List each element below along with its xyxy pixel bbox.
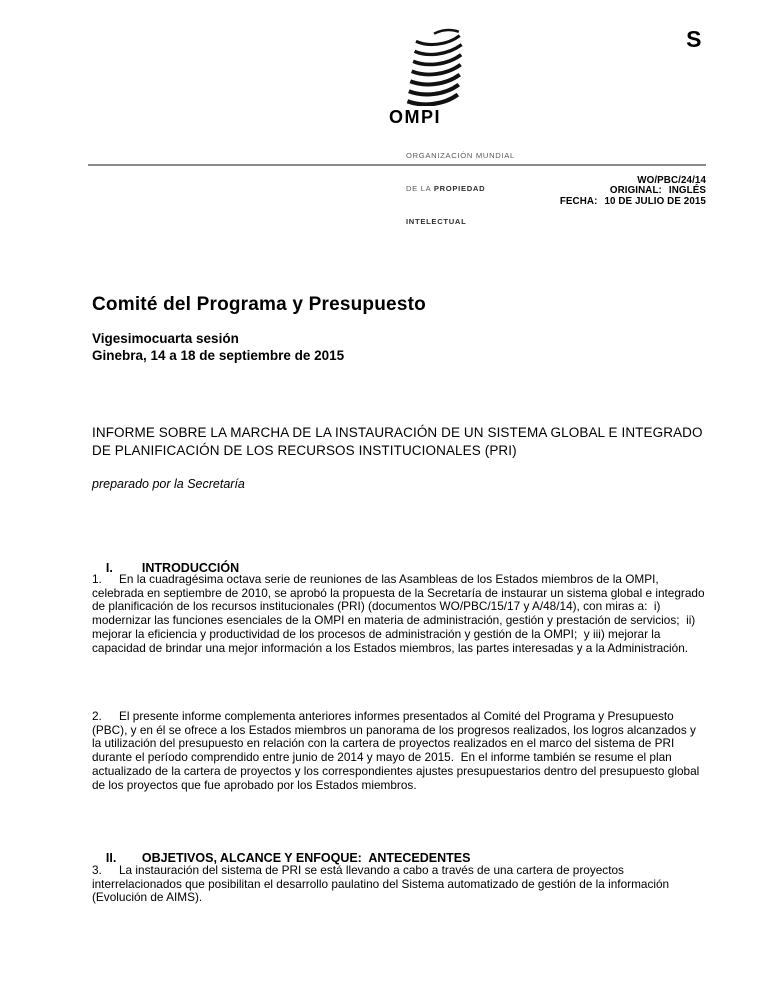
- header-divider: [88, 164, 706, 166]
- ompi-spiral-logo-icon: [405, 28, 465, 106]
- document-reference-block: [560, 176, 706, 207]
- logo-acronym: OMPI: [389, 107, 442, 127]
- session-info: [92, 331, 344, 364]
- paragraph-text: El presente informe complementa anteriores informes presentados al Comité del Programa y Presupuesto (PBC), y en él se ofrece a los Estados miembros un panorama de los progresos realizados, los logros alcanzados y la utilización del presupuesto en relación con la cartera de proyectos realizados en el marco del sistema de PRI durante el período comprendido entre junio de 2014 y mayo de 2015. En el informe también se resume el plan actualizado de la cartera de proyectos y los correspondientes ajustes presupuestarios dentro del presupuesto global de los proyectos que fue aprobado por los Estados miembros.: [92, 709, 703, 792]
- paragraph-number: 1.: [92, 572, 102, 586]
- paragraph-1: [92, 573, 708, 655]
- paragraph-3: [92, 864, 708, 905]
- logo-org-name: [406, 128, 559, 249]
- original-value: INGLÉS: [668, 185, 706, 197]
- original-label: ORIGINAL:: [609, 185, 662, 197]
- logo-org-line1: ORGANIZACIÓN MUNDIAL: [406, 151, 515, 160]
- document-number: WO/PBC/24/14: [637, 175, 706, 186]
- session-number: Vigesimocuarta sesión: [92, 331, 239, 346]
- paragraph-number: 3.: [92, 863, 102, 877]
- date-line: [560, 197, 706, 207]
- language-code-letter: S: [686, 26, 702, 52]
- date-value: 10 DE JULIO DE 2015: [604, 195, 706, 207]
- logo-org-line3: INTELECTUAL: [406, 217, 467, 226]
- ompi-logo: [389, 28, 559, 249]
- prepared-by-note: preparado por la Secretaría: [92, 477, 245, 491]
- paragraph-text: La instauración del sistema de PRI se está llevando a cabo a través de una cartera de proyectos interrelacionados que posibilitan el desarrollo paulatino del Sistema automatizado de gestión de la información (Evolución de AIMS).: [92, 863, 673, 905]
- logo-org-line2: DE LA PROPIEDAD: [406, 184, 486, 193]
- session-place-date: Ginebra, 14 a 18 de septiembre de 2015: [92, 347, 345, 363]
- document-title: INFORME SOBRE LA MARCHA DE LA INSTAURACIÓN DE UN SISTEMA GLOBAL E INTEGRADO DE PLANIFICACIÓN DE LOS RECURSOS INSTITUCIONALES (PRI): [92, 425, 703, 458]
- committee-title: Comité del Programa y Presupuesto: [92, 293, 426, 315]
- section-title: OBJETIVOS, ALCANCE Y ENFOQUE: ANTECEDENTES: [141, 851, 471, 865]
- paragraph-text: En la cuadragésima octava serie de reuniones de las Asambleas de los Estados miembros de la OMPI, celebrada en septiembre de 2010, se aprobó la propuesta de la Secretaría de instaurar un sistema global e integrado de planificación de los recursos institucionales (PRI) (documentos WO/PBC/15/17 y A/48/14), con miras a: i) modernizar las funciones esenciales de la OMPI en materia de administración, gestión y prestación de servicios; ii) mejorar la eficiencia y productividad de los procesos de administración y gestión de la OMPI; y iii) mejorar la capacidad de brindar una mejor información a los Estados miembros, las partes interesadas y a la Administración.: [92, 572, 708, 655]
- paragraph-number: 2.: [92, 709, 102, 723]
- paragraph-2: [92, 710, 708, 792]
- section-number: II.: [105, 851, 117, 865]
- section-title: INTRODUCCIÓN: [141, 561, 240, 575]
- date-label: FECHA:: [559, 195, 598, 207]
- section-number: I.: [105, 561, 113, 575]
